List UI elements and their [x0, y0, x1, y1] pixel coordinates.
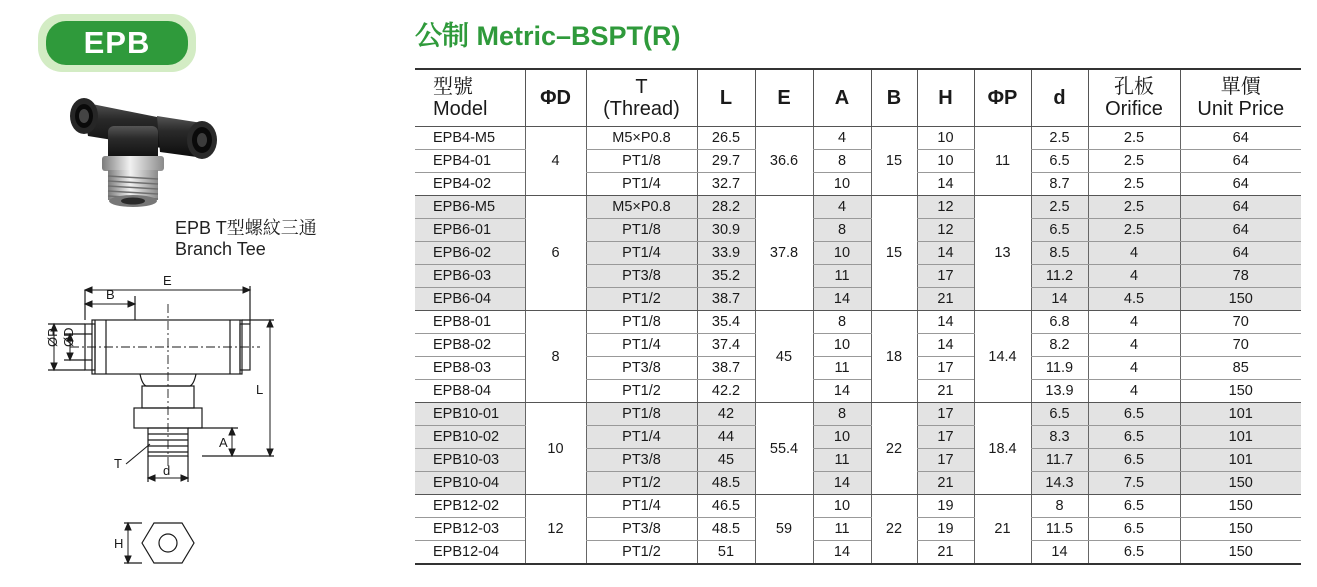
cell-a: 14	[813, 541, 871, 565]
cell-a: 8	[813, 403, 871, 426]
cell-a: 11	[813, 357, 871, 380]
cell-orifice: 6.5	[1088, 426, 1180, 449]
cell-price: 70	[1180, 334, 1301, 357]
cell-e: 55.4	[755, 403, 813, 495]
cell-thread: PT1/8	[586, 311, 697, 334]
cell-price: 150	[1180, 495, 1301, 518]
cell-phi-d: 4	[525, 127, 586, 196]
cell-thread: PT1/4	[586, 426, 697, 449]
cell-orifice: 4	[1088, 242, 1180, 265]
cell-model: EPB10-04	[415, 472, 525, 495]
cell-orifice: 2.5	[1088, 127, 1180, 150]
cell-orifice: 4	[1088, 265, 1180, 288]
cell-model: EPB8-01	[415, 311, 525, 334]
cell-a: 10	[813, 242, 871, 265]
cell-thread: PT1/2	[586, 472, 697, 495]
cell-model: EPB6-01	[415, 219, 525, 242]
cell-d: 2.5	[1031, 196, 1088, 219]
cell-b: 22	[871, 403, 917, 495]
cell-l: 48.5	[697, 472, 755, 495]
cell-h: 19	[917, 518, 974, 541]
cell-h: 10	[917, 150, 974, 173]
cell-orifice: 6.5	[1088, 518, 1180, 541]
label-d: d	[163, 463, 171, 478]
cell-a: 14	[813, 472, 871, 495]
header-phiD: ΦD	[525, 69, 586, 127]
cell-d: 6.8	[1031, 311, 1088, 334]
cell-thread: PT1/2	[586, 380, 697, 403]
cell-l: 26.5	[697, 127, 755, 150]
cell-price: 150	[1180, 288, 1301, 311]
cell-h: 21	[917, 541, 974, 565]
cell-phi-d: 10	[525, 403, 586, 495]
cell-d: 8.5	[1031, 242, 1088, 265]
table-row	[415, 196, 1301, 219]
header-orifice: 孔板 Orifice	[1088, 69, 1180, 127]
cell-price: 64	[1180, 173, 1301, 196]
cell-h: 17	[917, 449, 974, 472]
cell-d: 6.5	[1031, 219, 1088, 242]
cell-model: EPB6-02	[415, 242, 525, 265]
cell-model: EPB10-03	[415, 449, 525, 472]
cell-h: 10	[917, 127, 974, 150]
cell-orifice: 6.5	[1088, 541, 1180, 565]
cell-d: 11.9	[1031, 357, 1088, 380]
cell-h: 14	[917, 242, 974, 265]
cell-phi-d: 12	[525, 495, 586, 565]
header-B: B	[871, 69, 917, 127]
cell-thread: PT3/8	[586, 518, 697, 541]
cell-price: 64	[1180, 242, 1301, 265]
cell-price: 150	[1180, 380, 1301, 403]
cell-thread: PT1/2	[586, 288, 697, 311]
cell-e: 36.6	[755, 127, 813, 196]
dimension-drawing	[30, 268, 290, 578]
cell-thread: PT1/8	[586, 403, 697, 426]
cell-orifice: 2.5	[1088, 219, 1180, 242]
cell-b: 15	[871, 127, 917, 196]
cell-phi-p: 18.4	[974, 403, 1031, 495]
label-B: B	[106, 287, 115, 302]
cell-l: 35.4	[697, 311, 755, 334]
cell-price: 150	[1180, 518, 1301, 541]
cell-d: 11.5	[1031, 518, 1088, 541]
cell-price: 101	[1180, 426, 1301, 449]
cell-orifice: 7.5	[1088, 472, 1180, 495]
cell-model: EPB6-M5	[415, 196, 525, 219]
cell-l: 48.5	[697, 518, 755, 541]
cell-thread: PT1/4	[586, 242, 697, 265]
cell-price: 70	[1180, 311, 1301, 334]
cell-a: 4	[813, 196, 871, 219]
cell-h: 12	[917, 196, 974, 219]
cell-orifice: 4	[1088, 357, 1180, 380]
cell-model: EPB12-02	[415, 495, 525, 518]
cell-phi-p: 13	[974, 196, 1031, 311]
cell-h: 17	[917, 426, 974, 449]
cell-a: 10	[813, 334, 871, 357]
header-H: H	[917, 69, 974, 127]
product-caption	[175, 218, 317, 260]
cell-l: 51	[697, 541, 755, 565]
cell-model: EPB12-04	[415, 541, 525, 565]
cell-h: 19	[917, 495, 974, 518]
cell-phi-d: 8	[525, 311, 586, 403]
cell-d: 13.9	[1031, 380, 1088, 403]
cell-thread: M5×P0.8	[586, 196, 697, 219]
cell-model: EPB8-04	[415, 380, 525, 403]
cell-h: 12	[917, 219, 974, 242]
header-L: L	[697, 69, 755, 127]
label-H: H	[114, 536, 124, 551]
cell-phi-p: 21	[974, 495, 1031, 565]
cell-thread: PT1/4	[586, 173, 697, 196]
label-phiD: ØD	[61, 327, 76, 347]
cell-model: EPB6-04	[415, 288, 525, 311]
cell-d: 11.7	[1031, 449, 1088, 472]
label-L: L	[256, 382, 264, 397]
cell-l: 38.7	[697, 357, 755, 380]
cell-l: 28.2	[697, 196, 755, 219]
spec-table-body	[415, 127, 1301, 565]
table-row	[415, 403, 1301, 426]
cell-orifice: 4	[1088, 311, 1180, 334]
cell-d: 8.3	[1031, 426, 1088, 449]
cell-a: 8	[813, 150, 871, 173]
cell-h: 21	[917, 472, 974, 495]
product-photo	[52, 80, 227, 210]
label-E: E	[163, 273, 172, 288]
cell-d: 6.5	[1031, 403, 1088, 426]
cell-orifice: 2.5	[1088, 173, 1180, 196]
cell-model: EPB6-03	[415, 265, 525, 288]
series-badge-label: EPB	[46, 21, 188, 65]
header-E: E	[755, 69, 813, 127]
cell-price: 85	[1180, 357, 1301, 380]
cell-orifice: 6.5	[1088, 449, 1180, 472]
cell-price: 150	[1180, 541, 1301, 565]
cell-h: 14	[917, 334, 974, 357]
cell-a: 11	[813, 518, 871, 541]
cell-e: 45	[755, 311, 813, 403]
header-d: d	[1031, 69, 1088, 127]
spec-table	[415, 68, 1301, 565]
cell-b: 18	[871, 311, 917, 403]
cell-d: 2.5	[1031, 127, 1088, 150]
cell-e: 37.8	[755, 196, 813, 311]
cell-l: 35.2	[697, 265, 755, 288]
cell-a: 10	[813, 495, 871, 518]
cell-orifice: 6.5	[1088, 495, 1180, 518]
cell-l: 37.4	[697, 334, 755, 357]
cell-b: 15	[871, 196, 917, 311]
table-row	[415, 495, 1301, 518]
cell-thread: M5×P0.8	[586, 127, 697, 150]
cell-a: 8	[813, 311, 871, 334]
cell-price: 64	[1180, 219, 1301, 242]
cell-model: EPB4-01	[415, 150, 525, 173]
cell-model: EPB10-01	[415, 403, 525, 426]
cell-thread: PT3/8	[586, 449, 697, 472]
cell-thread: PT1/4	[586, 334, 697, 357]
cell-price: 150	[1180, 472, 1301, 495]
cell-orifice: 4	[1088, 334, 1180, 357]
cell-price: 101	[1180, 449, 1301, 472]
cell-price: 101	[1180, 403, 1301, 426]
cell-a: 11	[813, 265, 871, 288]
cell-a: 11	[813, 449, 871, 472]
cell-orifice: 4	[1088, 380, 1180, 403]
cell-thread: PT3/8	[586, 357, 697, 380]
cell-a: 14	[813, 288, 871, 311]
cell-a: 10	[813, 426, 871, 449]
cell-d: 8	[1031, 495, 1088, 518]
cell-l: 44	[697, 426, 755, 449]
label-A: A	[219, 435, 228, 450]
cell-l: 30.9	[697, 219, 755, 242]
series-badge	[38, 14, 196, 72]
cell-l: 38.7	[697, 288, 755, 311]
cell-e: 59	[755, 495, 813, 565]
header-phiP: ΦP	[974, 69, 1031, 127]
cell-d: 14	[1031, 541, 1088, 565]
cell-h: 14	[917, 311, 974, 334]
cell-thread: PT1/4	[586, 495, 697, 518]
cell-h: 14	[917, 173, 974, 196]
cell-b: 22	[871, 495, 917, 565]
cell-price: 78	[1180, 265, 1301, 288]
cell-h: 21	[917, 288, 974, 311]
cell-l: 42.2	[697, 380, 755, 403]
cell-thread: PT1/8	[586, 150, 697, 173]
cell-l: 45	[697, 449, 755, 472]
cell-d: 6.5	[1031, 150, 1088, 173]
caption-chinese: EPB T型螺紋三通	[175, 218, 317, 238]
cell-h: 21	[917, 380, 974, 403]
cell-a: 10	[813, 173, 871, 196]
cell-model: EPB10-02	[415, 426, 525, 449]
cell-d: 14	[1031, 288, 1088, 311]
page-title: 公制 Metric–BSPT(R)	[415, 21, 681, 51]
cell-model: EPB4-M5	[415, 127, 525, 150]
cell-a: 8	[813, 219, 871, 242]
cell-phi-p: 14.4	[974, 311, 1031, 403]
header-row	[415, 69, 1301, 127]
cell-a: 14	[813, 380, 871, 403]
cell-model: EPB12-03	[415, 518, 525, 541]
cell-phi-p: 11	[974, 127, 1031, 196]
cell-price: 64	[1180, 150, 1301, 173]
cell-h: 17	[917, 265, 974, 288]
header-model: 型號 Model	[415, 69, 525, 127]
cell-orifice: 6.5	[1088, 403, 1180, 426]
table-row	[415, 127, 1301, 150]
cell-l: 32.7	[697, 173, 755, 196]
cell-d: 11.2	[1031, 265, 1088, 288]
cell-model: EPB4-02	[415, 173, 525, 196]
header-A: A	[813, 69, 871, 127]
cell-h: 17	[917, 357, 974, 380]
cell-l: 46.5	[697, 495, 755, 518]
cell-l: 33.9	[697, 242, 755, 265]
header-thread: T (Thread)	[586, 69, 697, 127]
cell-thread: PT1/8	[586, 219, 697, 242]
label-T: T	[114, 456, 122, 471]
table-row	[415, 311, 1301, 334]
cell-model: EPB8-03	[415, 357, 525, 380]
cell-price: 64	[1180, 196, 1301, 219]
cell-h: 17	[917, 403, 974, 426]
cell-d: 8.2	[1031, 334, 1088, 357]
cell-phi-d: 6	[525, 196, 586, 311]
caption-english: Branch Tee	[175, 239, 266, 259]
cell-price: 64	[1180, 127, 1301, 150]
cell-a: 4	[813, 127, 871, 150]
cell-d: 8.7	[1031, 173, 1088, 196]
cell-orifice: 4.5	[1088, 288, 1180, 311]
header-price: 單價 Unit Price	[1180, 69, 1301, 127]
cell-thread: PT1/2	[586, 541, 697, 565]
cell-l: 29.7	[697, 150, 755, 173]
cell-thread: PT3/8	[586, 265, 697, 288]
cell-l: 42	[697, 403, 755, 426]
cell-orifice: 2.5	[1088, 196, 1180, 219]
label-phiP: ØP	[45, 328, 60, 347]
cell-orifice: 2.5	[1088, 150, 1180, 173]
cell-model: EPB8-02	[415, 334, 525, 357]
cell-d: 14.3	[1031, 472, 1088, 495]
